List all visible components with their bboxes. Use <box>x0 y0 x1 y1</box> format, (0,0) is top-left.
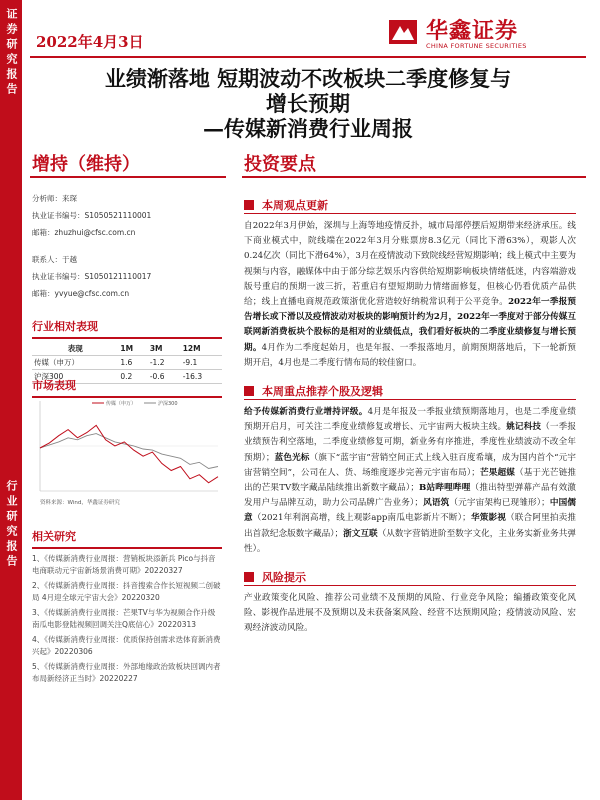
market-chart <box>32 393 222 508</box>
table-header-cell: 3M <box>149 343 163 353</box>
table-cell: -16.3 <box>182 371 203 381</box>
sidebar-top-label: 证券研究报告 <box>5 8 18 98</box>
sidebar-bottom-label: 行业研究报告 <box>5 480 18 570</box>
stock-name: B站哔哩哔哩 <box>419 483 471 494</box>
section-bullet-icon <box>244 200 254 210</box>
series-line-hs300 <box>40 434 218 469</box>
analyst-1-cert: 执业证书编号：S1050521110001 <box>32 211 152 220</box>
section-header-weekly <box>244 197 576 213</box>
section-rule <box>244 213 576 214</box>
report-title <box>26 66 590 141</box>
related-item[interactable]: 2、《传媒新消费行业周报：抖音搜索合作长短视频二创破局 4月迎全球元宇宙大会》20220320 <box>32 580 221 602</box>
related-item[interactable]: 3、《传媒新消费行业周报：芒果TV与华为视频合作升级南瓜电影登陆视频回调关注Q底信心》20220313 <box>32 607 216 629</box>
related-item[interactable]: 4、《传媒新消费行业周报：优质保持创需求迭体育新消费兴起》20220306 <box>32 634 221 656</box>
stock-name: 浙文互联 <box>343 528 378 539</box>
related-underline <box>32 547 222 549</box>
stock-name: 中国儒意 <box>244 498 576 524</box>
section-rule <box>244 399 576 400</box>
related-list <box>32 553 222 685</box>
stock-reason: （基于光芒链推出的芒果TV数字藏品陆续推出新数字藏品）； <box>244 467 576 494</box>
logo-mark-icon <box>388 16 418 46</box>
related-title: 相关研究 <box>32 530 76 543</box>
section-title: 本周重点推荐个股及逻辑 <box>262 385 383 399</box>
related-item[interactable]: 1、《传媒新消费行业周报：营销板块添新兵 Pico与抖音电商联动元宇宙新场景消费可期》20220327 <box>32 553 216 575</box>
stock-reason: （联合阿里拍卖推出首款纪念版数字藏品）； <box>244 513 576 539</box>
title-line-3: —传媒新消费行业周报 <box>203 116 413 141</box>
table-row <box>32 355 222 369</box>
analyst-2-name: 联系人：于越 <box>32 255 77 264</box>
stock-name: 蓝色光标 <box>274 452 310 463</box>
rating-statement: 给予传媒新消费行业增持评级。 <box>244 407 368 418</box>
stock-name: 风语筑 <box>423 498 450 509</box>
logo-text-en: CHINA FORTUNE SECURITIES <box>426 42 527 50</box>
stock-name: 姚记科技 <box>506 422 542 433</box>
chart-source: 资料来源：Wind，华鑫证券研究 <box>40 500 120 506</box>
stock-reason: （2021年利润高增，线上观影app南瓜电影新片不断）； <box>252 513 471 524</box>
table-cell: 传媒（申万） <box>34 357 79 367</box>
section-title: 风险提示 <box>262 571 306 585</box>
legend-hs300-label: 沪深300 <box>158 401 178 407</box>
company-logo <box>388 14 578 52</box>
rating-rule <box>30 176 226 178</box>
table-cell: -9.1 <box>182 357 198 367</box>
table-header-row <box>32 342 222 356</box>
section-title: 本周观点更新 <box>262 199 328 212</box>
invest-content <box>244 197 576 637</box>
risk-paragraph: 产业政策变化风险、推荐公司业绩不及预期的风险、行业竞争风险；编播政策变化风险、影视作品进展不及预期以及未获备案风险、经营不达预期风险；疫情波动风险、宏观经济波动风险。 <box>244 593 576 634</box>
table-header-cell: 1M <box>120 343 134 353</box>
section-header-risk <box>244 569 576 585</box>
stock-reason: （一季报业绩预告利空落地，二季度业绩修复可期，新业务有序推进，季度性业绩波动不改全年预期）； <box>244 422 576 463</box>
stock-reason: （从数字营销进阶至数字文化，主业务实新业务共弹性）。 <box>244 528 576 554</box>
title-line-1: 业绩渐落地 短期波动不改板块二季度修复与 <box>104 66 512 91</box>
section-bullet-icon <box>244 572 254 582</box>
table-cell: -0.6 <box>149 371 165 381</box>
stocks-paragraph <box>244 405 576 557</box>
table-header-cell: 表现 <box>67 343 83 353</box>
sidebar-band <box>0 0 22 800</box>
table-cell: 0.2 <box>120 371 133 381</box>
weekly-view-text: 自2022年3月伊始，深圳与上海等地疫情反扑，城市局部停摆后短期带来经济承压。线下商业模式中，院线端在2022年3月分账票房8.3亿元（同比下滑63%），观影人次0.24亿次（同比下滑64%），3月在疫情波动下致院线经营短期影响；线上模式中主要为视频与内容，融媒体中由于部分综艺娱乐内容供给短期影响板块情绪低迷，内容端游戏版号重启的预期一波三折，若重启有望短期助力情绪面修复，但核心仍看优质产品供给；线上直播电商规范政策浙优化营造较好纳税常识利于公平竞争。 <box>244 221 576 308</box>
stock-reason: （元宇宙架构已现雏形）； <box>449 498 550 509</box>
section-bullet-icon <box>244 386 254 396</box>
header-divider <box>30 56 586 58</box>
performance-underline <box>32 337 222 339</box>
stock-reason: （推出特型弹幕产品有效激发用户与品牌互动，助力公司品牌广告业务）； <box>244 483 577 509</box>
analyst-1-name: 分析师：来琛 <box>32 194 77 203</box>
table-cell: -1.2 <box>149 357 165 367</box>
stock-reason: （旗下“蓝宇宙”营销空间正式上线入驻百度希壤，成为国内首个“元宇宙营销空间”，公司在人、货、场维度逐步完善元宇宙布局）； <box>244 452 577 478</box>
invest-rule <box>242 176 586 178</box>
weekly-view-tail: 4月作为二季度起始月，也是年报、一季报落地月，前期预期落地后，下一轮新预期开启，4月也是二季度行情布局的较佳窗口。 <box>244 342 576 368</box>
performance-title: 行业相对表现 <box>32 320 98 333</box>
table-cell: 沪深300 <box>34 371 64 381</box>
analyst-2-email[interactable]: 邮箱：yvyue@cfsc.com.cn <box>32 289 130 298</box>
weekly-view-paragraph <box>244 219 576 371</box>
rating-label: 增持（维持） <box>32 154 140 175</box>
stock-name: 芒果超媒 <box>479 467 515 478</box>
weekly-view-bold: 2022年一季报预告增长或下滑以及疫情波动对板块的影响预计约为2月，2022年一季度对于部分传媒互联网新消费板块个股标的是相对的业绩低点，我们看好板块的二季度业绩修复与增长预期。 <box>244 297 576 353</box>
logo-text-cn: 华鑫证券 <box>426 19 519 44</box>
performance-section <box>32 318 222 384</box>
table-header-cell: 12M <box>182 343 201 353</box>
section-header-stocks <box>244 383 576 399</box>
invest-heading: 投资要点 <box>244 154 316 175</box>
related-section <box>32 528 222 688</box>
title-line-2: 增长预期 <box>266 91 350 116</box>
report-date: 2022年4月3日 <box>36 33 144 51</box>
stock-name: 华策影视 <box>470 513 507 524</box>
section-rule <box>244 585 576 586</box>
series-line-media <box>40 425 218 482</box>
table-cell: 1.6 <box>120 357 133 367</box>
chart-title: 市场表现 <box>32 379 76 392</box>
analyst-1-email[interactable]: 邮箱：zhuzhui@cfsc.com.cn <box>32 228 136 237</box>
legend-media-label: 传媒（申万） <box>106 401 137 407</box>
stocks-intro: 4月是年报及一季报业绩预期落地月，也是二季度业绩预期开启月，可关注二季度业绩修复或增长、元宇宙两大板块主线。 <box>244 407 577 433</box>
related-item[interactable]: 5、《传媒新消费行业周报：外部地缘政治致板块回调内者布局新经济正当时》20220227 <box>32 661 221 683</box>
analyst-block <box>32 182 222 300</box>
analyst-2-cert: 执业证书编号：S1050121110017 <box>32 272 152 281</box>
